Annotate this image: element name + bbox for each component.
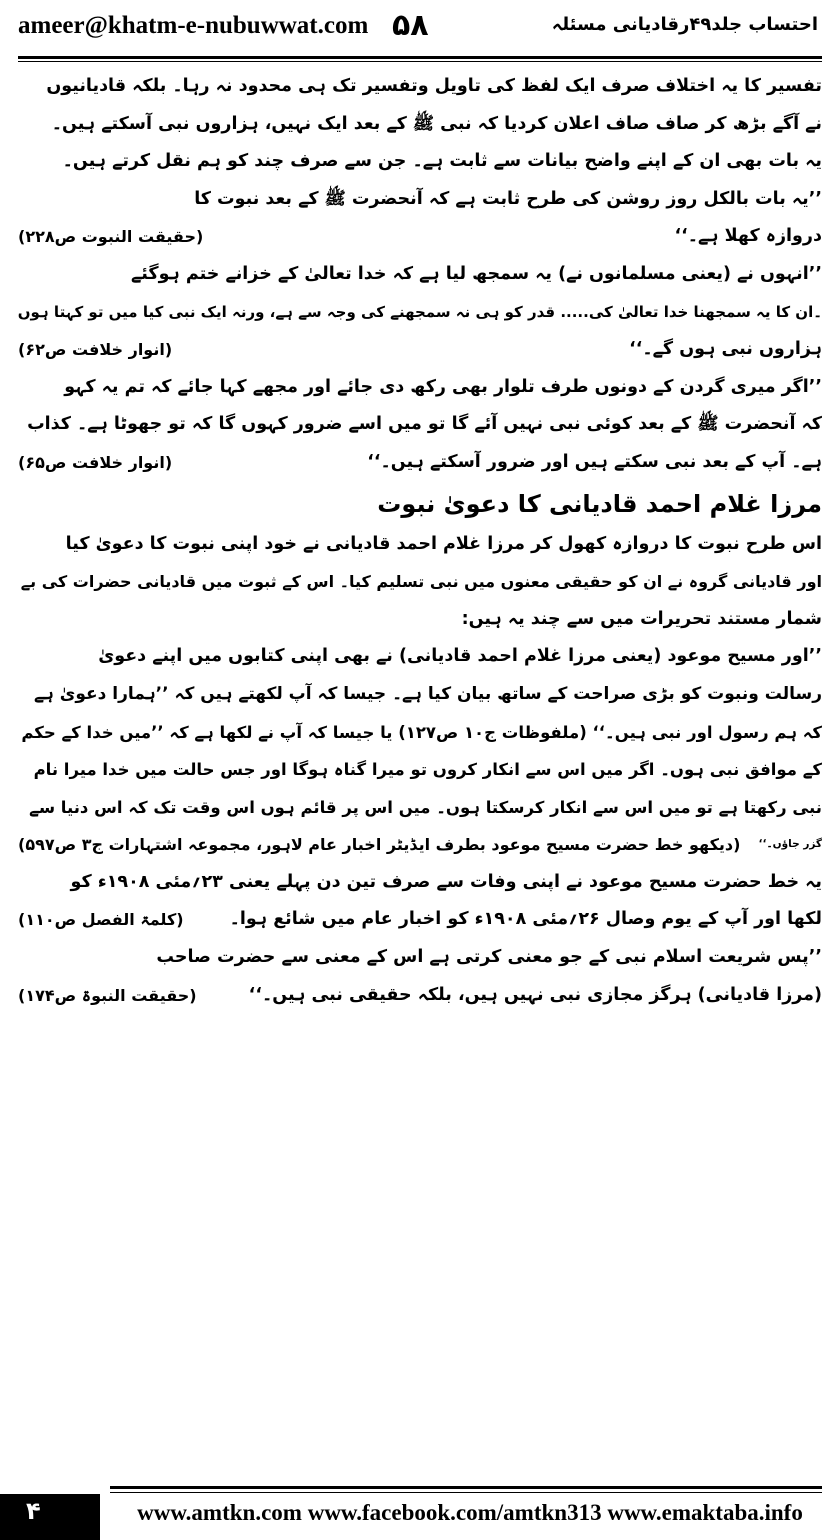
text-line (18, 714, 822, 752)
line-text: نبی رکھتا ہے تو میں اس سے انکار کرسکتا ہوں۔ میں اس پر قائم ہوں اس وقت تک کہ اس دنیا سے (29, 797, 822, 817)
line-text: یہ بات بھی ان کے اپنے واضح بیانات سے ثابت ہے۔ جن سے صرف چند کو ہم نقل کرتے ہیں۔ (62, 151, 822, 172)
line-text: (مرزا قادیانی) ہرگز مجازی نبی نہیں ہیں، بلکہ حقیقی نبی ہیں۔‘‘ (248, 984, 822, 1005)
text-line (18, 789, 822, 827)
text-line (18, 444, 822, 482)
citation: (انوار خلافت ص۶۵) (18, 452, 173, 472)
page-body (18, 68, 822, 1478)
page-number: ۵۸ (392, 8, 429, 43)
citation: (حقیقت النبوۃ ص۱۷۴) (18, 985, 197, 1005)
line-text: نے آگے بڑھ کر صاف صاف اعلان کردیا کہ نبی ﷺ کے بعد ایک نہیں، ہزاروں نبی آسکتے ہیں۔ (51, 113, 822, 134)
text-line (18, 256, 822, 294)
line-text: گزر جاؤں۔‘‘ (758, 838, 822, 851)
line-text: اور قادیانی گروہ نے ان کو حقیقی معنوں میں نبی تسلیم کیا۔ اس کے ثبوت میں قادیانی حضرات کی بے (20, 572, 822, 592)
citation: (انوار خلافت ص۶۲) (18, 340, 173, 360)
line-text: یہ خط حضرت مسیح موعود نے اپنی وفات سے صرف تین دن پہلے یعنی ۲۳؍مئی ۱۹۰۸ء کو (70, 871, 822, 892)
text-line (18, 563, 822, 601)
text-line (18, 638, 822, 676)
line-text: ۔ان کا یہ سمجھنا خدا تعالیٰ کی..... قدر کو ہی نہ سمجھنے کی وجہ سے ہے، ورنہ ایک نبی کیا میں تو کہتا ہوں (18, 302, 822, 321)
line-text: ’’پس شریعت اسلام نبی کے جو معنی کرتی ہے اس کے معنی سے حضرت صاحب (156, 947, 822, 968)
book-title: احتساب جلد۴۹رقادیانی مسئلہ (551, 14, 818, 35)
line-text: ’’اور مسیح موعود (یعنی مرزا غلام احمد قادیانی) نے بھی اپنی کتابوں میں اپنے دعویٰ (98, 646, 822, 667)
text-line (18, 181, 822, 219)
text-line (18, 68, 822, 106)
line-text: دروازہ کھلا ہے۔‘‘ (674, 226, 822, 247)
line-text: ’’یہ بات بالکل روز روشن کی طرح ثابت ہے کہ آنحضرت ﷺ کے بعد نبوت کا (194, 188, 822, 209)
line-text: لکھا اور آپ کے یوم وصال ۲۶؍مئی ۱۹۰۸ء کو اخبار عام میں شائع ہوا۔ (229, 909, 822, 930)
footer-number-box: ۴ (0, 1494, 100, 1540)
text-line (18, 218, 822, 256)
text-line (18, 826, 822, 864)
header-email[interactable]: ameer@khatm-e-nubuwwat.com (18, 12, 369, 39)
page-footer (0, 1486, 840, 1540)
header-rule-thin (18, 61, 822, 62)
line-text: کہ ہم رسول اور نبی ہیں۔‘‘ (ملفوظات ج۱۰ ص۱۲۷) یا جیسا کہ آپ نے لکھا ہے کہ ’’میں خدا کے حکم (21, 722, 822, 742)
text-line (18, 406, 822, 444)
text-line (18, 901, 822, 939)
citation: (کلمۃ الفصل ص۱۱۰) (18, 910, 184, 930)
text-line (18, 676, 822, 714)
line-text: ہزاروں نبی ہوں گے۔‘‘ (629, 339, 822, 360)
text-line (18, 601, 822, 639)
header-rule (18, 56, 822, 59)
section-heading (18, 482, 822, 526)
text-line (18, 864, 822, 902)
line-text: کہ آنحضرت ﷺ کے بعد کوئی نبی نہیں آئے گا تو میں اسے ضرور کہوں گا کہ تو جھوٹا ہے۔ کذاب (27, 414, 822, 435)
line-text: تفسیر کا یہ اختلاف صرف ایک لفظ کی تاویل وتفسیر تک ہی محدود نہ رہا۔ بلکہ قادیانیوں (46, 76, 822, 96)
footer-links[interactable]: www.amtkn.com www.facebook.com/amtkn313 www.emaktaba.info (137, 1500, 803, 1525)
line-text: اس طرح نبوت کا دروازہ کھول کر مرزا غلام احمد قادیانی نے خود اپنی نبوت کا دعویٰ کیا (65, 533, 822, 554)
line-text: ہے۔ آپ کے بعد نبی سکتے ہیں اور ضرور آسکتے ہیں۔‘‘ (367, 451, 822, 472)
line-text: رسالت ونبوت کو بڑی صراحت کے ساتھ بیان کیا ہے۔ جیسا کہ آپ لکھتے ہیں کہ ’’ہمارا دعویٰ ہے (33, 683, 822, 704)
citation: (دیکھو خط حضرت مسیح موعود بطرف ایڈیٹر اخبار عام لاہور، مجموعہ اشتہارات ج۳ ص۵۹۷) (18, 835, 741, 855)
section-heading-text: مرزا غلام احمد قادیانی کا دعویٰ نبوت (377, 489, 822, 518)
text-line (18, 751, 822, 789)
line-text: کے موافق نبی ہوں۔ اگر میں اس سے انکار کروں تو میرا گناہ ہوگا اور جس حالت میں خدا میرا نام (33, 760, 822, 780)
line-text: ’’اگر میری گردن کے دونوں طرف تلوار بھی رکھ دی جائے اور مجھے کہا جائے کہ تم یہ کہو (64, 376, 822, 397)
citation: (حقیقت النبوت ص۲۲۸) (18, 227, 204, 247)
page-header (0, 0, 840, 56)
text-line (18, 369, 822, 407)
text-line (18, 106, 822, 144)
text-line (18, 294, 822, 332)
text-line (18, 939, 822, 977)
footer-rule (110, 1486, 822, 1489)
line-text: شمار مستند تحریرات میں سے چند یہ ہیں: (461, 608, 822, 629)
text-line (18, 331, 822, 369)
footer-rule-thin (110, 1492, 822, 1493)
line-text: ’’انہوں نے (یعنی مسلمانوں نے) یہ سمجھ لیا ہے کہ خدا تعالیٰ کے خزانے ختم ہوگئے (131, 263, 822, 284)
text-line (18, 977, 822, 1015)
text-line (18, 526, 822, 564)
text-line (18, 143, 822, 181)
